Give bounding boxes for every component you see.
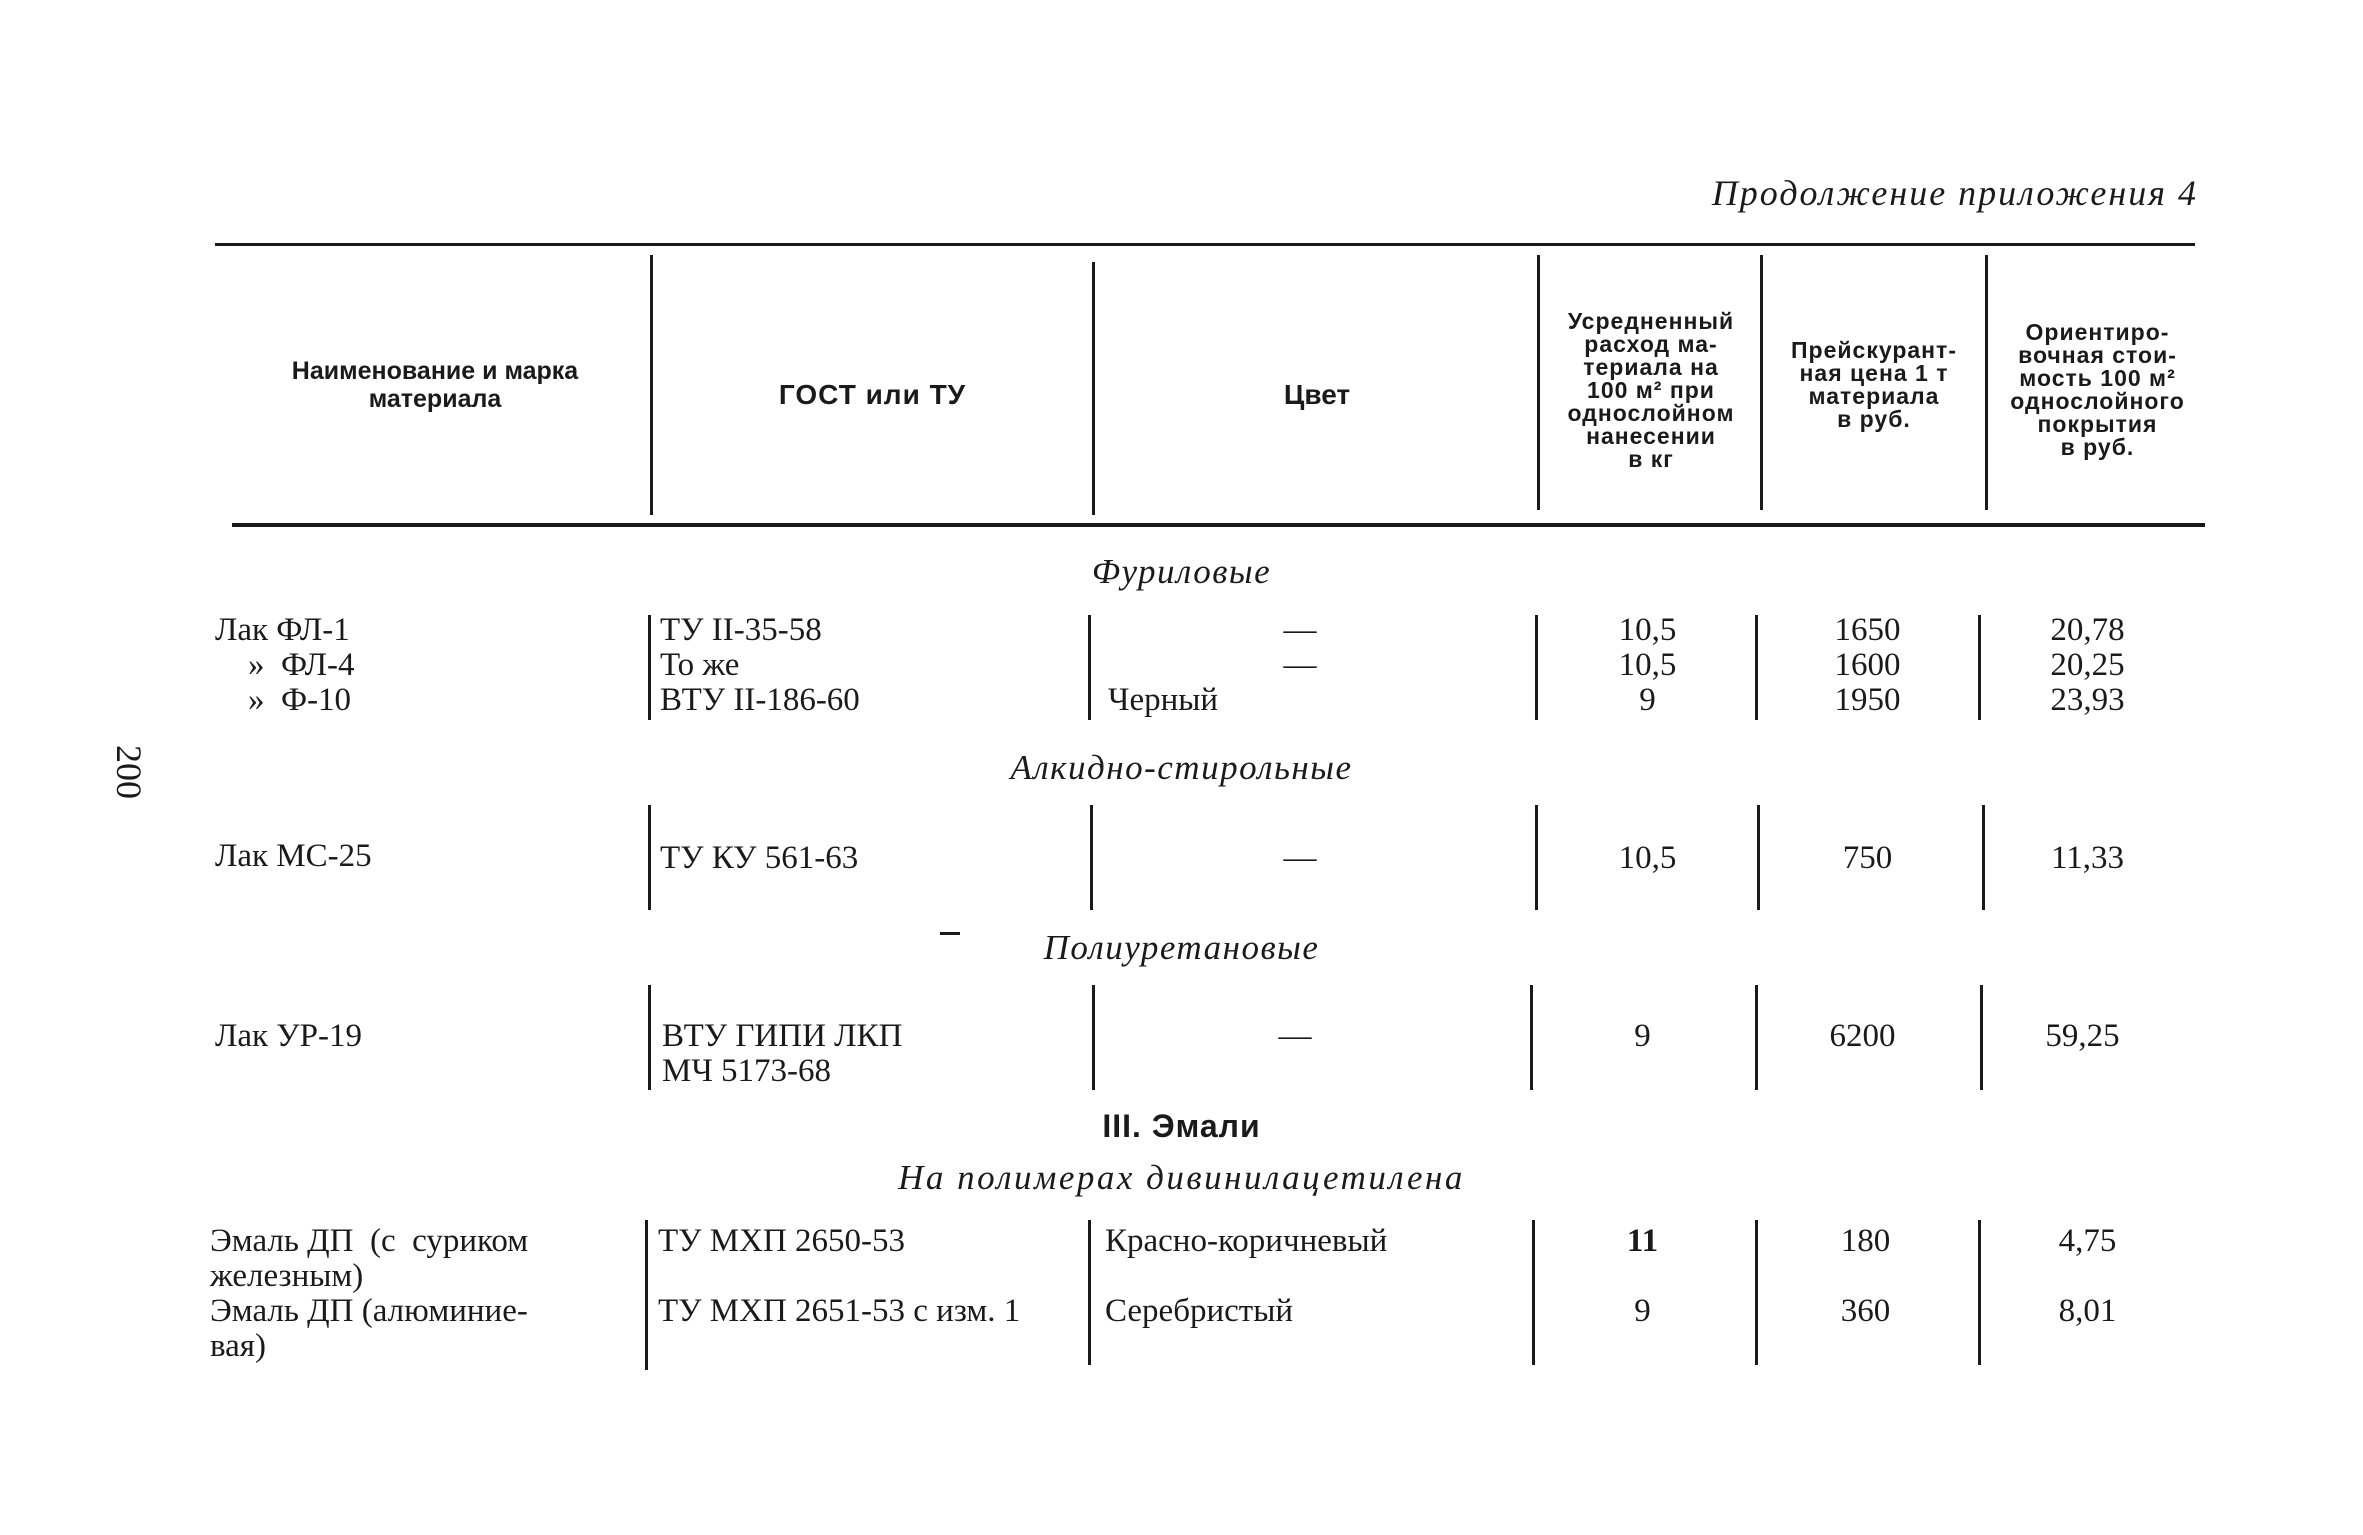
cell-price: 1600 (1834, 647, 1901, 683)
cell-cost: 11,33 (2050, 840, 2125, 876)
cell-cost: 59,25 (2045, 1018, 2120, 1054)
row-separator (1535, 805, 1538, 910)
header-price: Прейскурант- ная цена 1 т материала в руб. (1791, 337, 1957, 432)
cell-color: Серебристый (1105, 1293, 1294, 1329)
row-separator (648, 805, 651, 910)
cell-color: Черный (1108, 682, 1219, 718)
cell-price: 1650 (1834, 612, 1901, 648)
cell-cost: 4,75 (2058, 1223, 2117, 1259)
cell-consumption: 10,5 (1618, 840, 1677, 876)
cell-consumption: 10,5 (1618, 612, 1677, 648)
cell-color: Красно-коричневый (1105, 1223, 1388, 1259)
row-separator (1088, 1220, 1091, 1365)
cell-price: 1950 (1834, 682, 1901, 718)
header-consumption: Усредненный расход ма- териала на 100 м² при однослойном нанесении в кг (1567, 307, 1735, 472)
header-gost: ГОСТ или ТУ (778, 379, 967, 410)
header-separator (1092, 262, 1095, 515)
cell-cost: 20,78 (2050, 612, 2125, 648)
cell-name: Эмаль ДП (алюминие- (210, 1293, 528, 1329)
cell-gost: ТУ КУ 561-63 (660, 840, 859, 876)
cell-color: — (1278, 1018, 1312, 1054)
cell-cost: 8,01 (2058, 1293, 2117, 1329)
cell-price: 180 (1840, 1223, 1891, 1259)
section-title-furyl: Фуриловые (1091, 552, 1272, 591)
section-title-enamels: III. Эмали (1102, 1108, 1261, 1144)
cell-consumption: 9 (1634, 1018, 1651, 1054)
cell-name: Эмаль ДП (с суриком (210, 1223, 529, 1259)
cell-gost: ТУ МХП 2650-53 (658, 1223, 906, 1259)
cell-cost: 23,93 (2050, 682, 2125, 718)
cell-name-line2: железным) (210, 1258, 364, 1294)
row-separator (1530, 985, 1533, 1090)
row-separator (1092, 985, 1095, 1090)
cell-color: — (1283, 647, 1317, 683)
cell-cost: 20,25 (2050, 647, 2125, 683)
section-title-alkyd: Алкидно-стирольные (1010, 748, 1353, 787)
cell-name: Лак УР-19 (215, 1018, 363, 1054)
cell-name: Лак ФЛ-1 (215, 612, 350, 648)
row-separator (1090, 805, 1093, 910)
cell-name: Лак МС-25 (215, 838, 372, 874)
section-title-polyurethane: Полиуретановые (1043, 928, 1320, 967)
cell-price: 750 (1842, 840, 1893, 876)
header-separator (1760, 255, 1763, 510)
row-separator (648, 985, 651, 1090)
cell-gost: То же (660, 647, 740, 683)
table-header-bottom-rule (232, 523, 2205, 527)
cell-color: — (1283, 840, 1317, 876)
cell-name-line2: вая) (210, 1328, 266, 1364)
cell-gost: ВТУ II-186-60 (660, 682, 860, 718)
header-separator (650, 255, 653, 515)
row-separator (1088, 615, 1091, 720)
cell-consumption: 11 (1626, 1223, 1659, 1259)
header-separator (1537, 255, 1540, 510)
row-separator (1535, 615, 1538, 720)
header-cost: Ориентиро- вочная стои- мость 100 м² однослойного покрытия в руб. (2010, 319, 2185, 460)
cell-consumption: 10,5 (1618, 647, 1677, 683)
table-top-rule (215, 243, 2195, 246)
cell-name: » ФЛ-4 (248, 647, 355, 683)
cell-name: » Ф-10 (248, 682, 352, 718)
cell-price: 360 (1840, 1293, 1891, 1329)
cell-gost: ВТУ ГИПИ ЛКП (662, 1018, 903, 1054)
cell-consumption: 9 (1634, 1293, 1651, 1329)
cell-price: 6200 (1829, 1018, 1896, 1054)
appendix-caption: Продолжение приложения 4 (1711, 173, 2198, 213)
cell-gost-line2: МЧ 5173-68 (662, 1053, 832, 1089)
row-separator (1755, 615, 1758, 720)
page-number: 200 (109, 745, 149, 799)
cell-color: — (1283, 612, 1317, 648)
row-separator (645, 1220, 648, 1370)
cell-gost: ТУ II-35-58 (660, 612, 822, 648)
cell-gost: ТУ МХП 2651-53 с изм. 1 (658, 1293, 1021, 1329)
header-name: Наименование и марка материала (291, 357, 579, 413)
header-color: Цвет (1283, 379, 1351, 410)
header-separator (1985, 255, 1988, 510)
section-title-divinyl: На полимерах дивинилацетилена (898, 1158, 1465, 1197)
cell-consumption: 9 (1639, 682, 1656, 718)
row-separator (648, 615, 651, 720)
